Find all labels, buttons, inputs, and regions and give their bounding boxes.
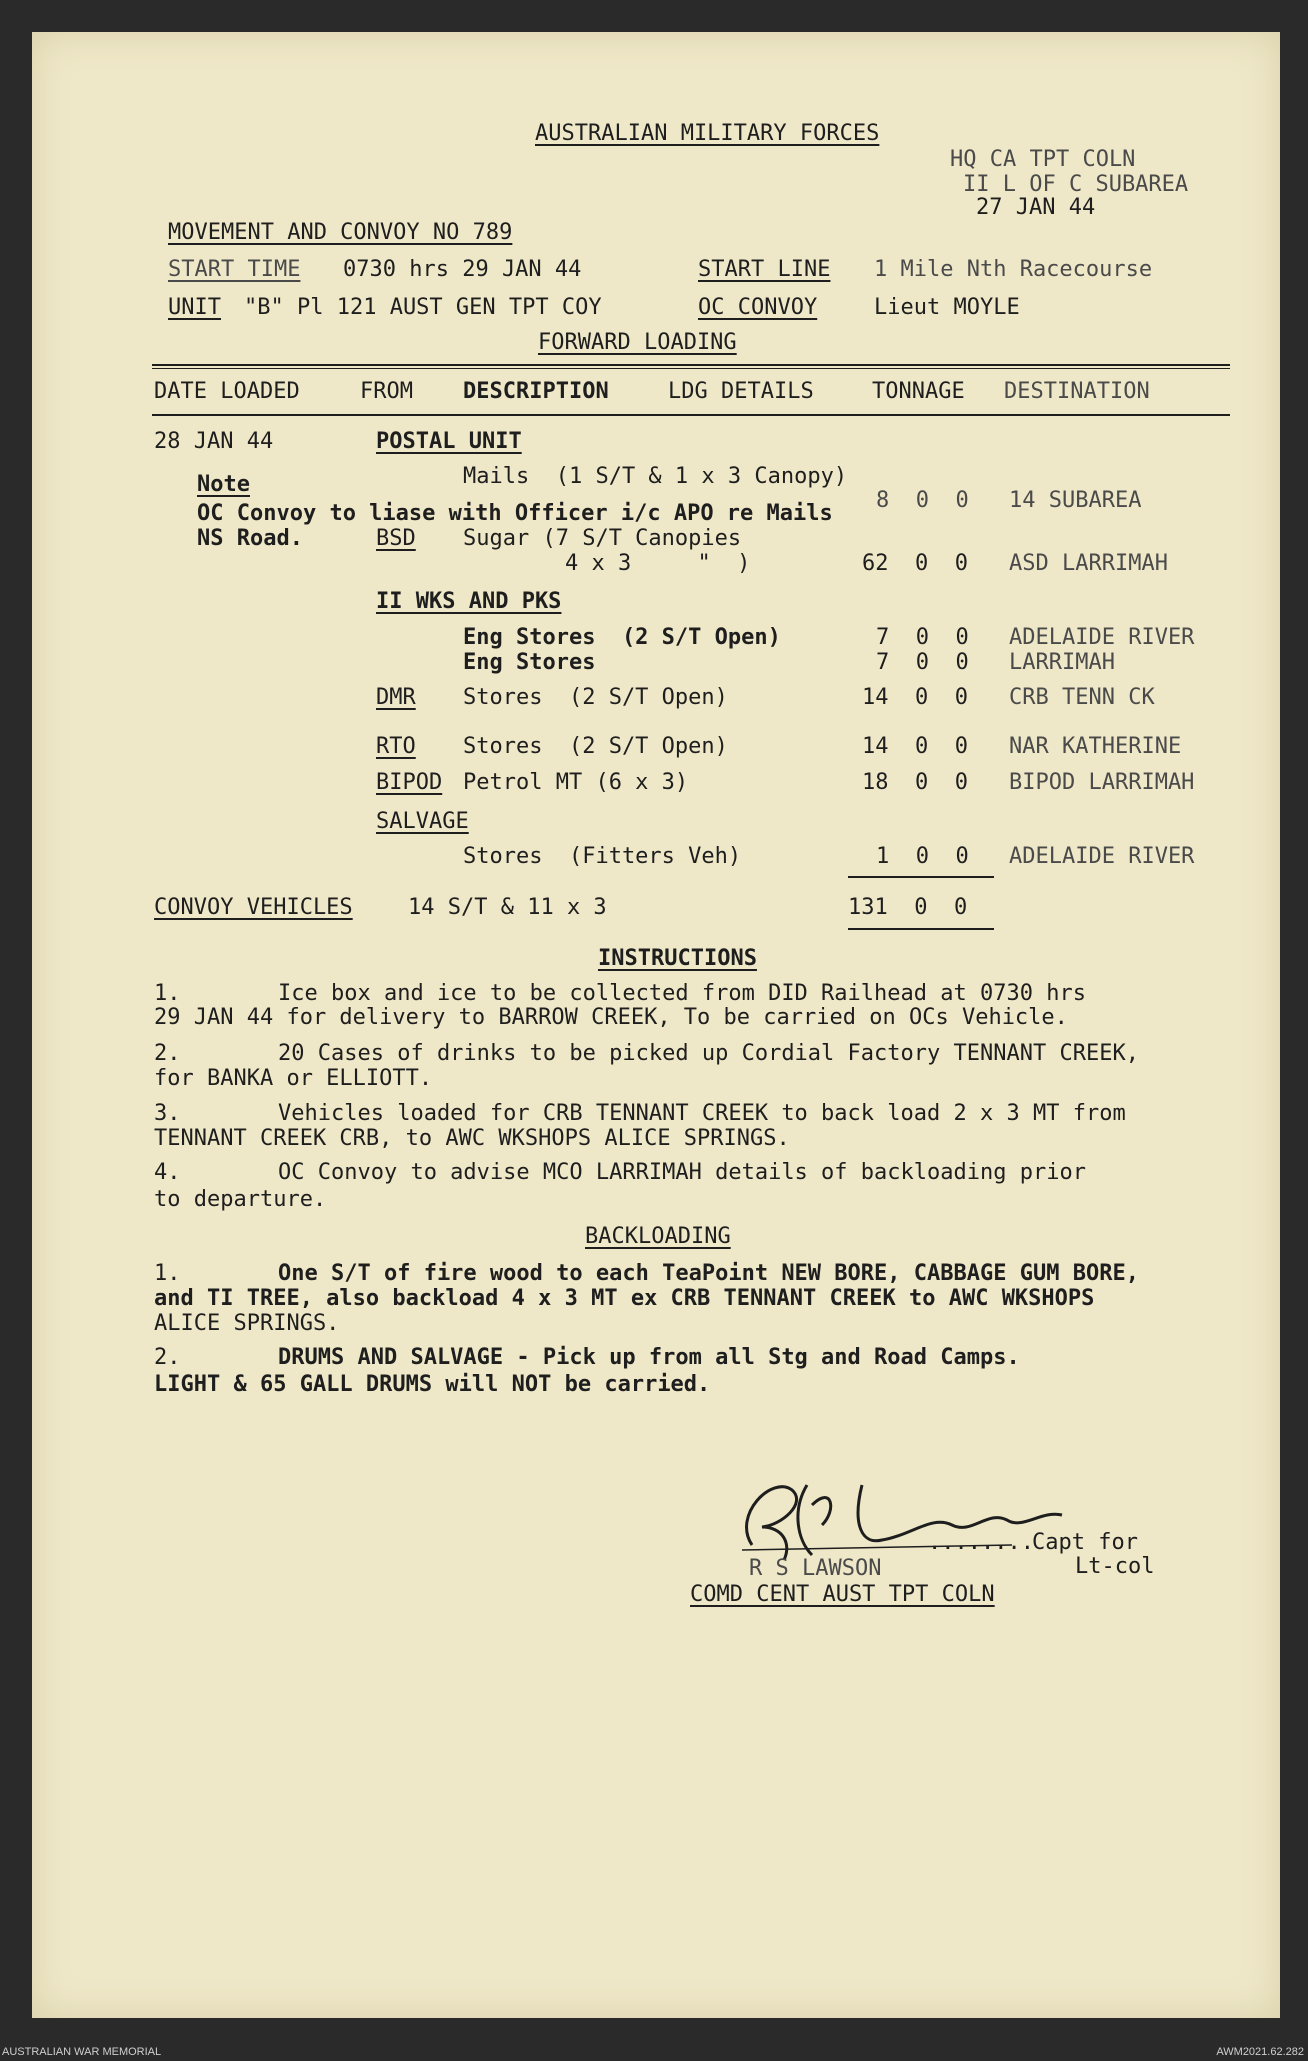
salvage-description: Stores (Fitters Veh) — [463, 844, 742, 869]
total-top-rule — [848, 876, 994, 878]
backloading-1-number: 1. — [154, 1261, 181, 1286]
eng-stores-2-destination: LARRIMAH — [1009, 650, 1115, 675]
total-tonnage: 131 0 0 — [848, 895, 968, 920]
col-header-ldg-details: LDG DETAILS — [668, 379, 814, 404]
dmr-tonnage: 14 0 0 — [862, 685, 968, 710]
col-header-date: DATE LOADED — [154, 379, 300, 404]
postal-unit: POSTAL UNIT — [376, 429, 522, 454]
backloading-2-number: 2. — [154, 1345, 181, 1370]
instruction-3-number: 3. — [154, 1101, 181, 1126]
from-dmr: DMR — [376, 685, 416, 710]
note-line-2: NS Road. — [197, 526, 303, 551]
rto-description: Stores (2 S/T Open) — [463, 734, 728, 759]
instruction-4-line-1: OC Convoy to advise MCO LARRIMAH details of backloading prior — [278, 1160, 1086, 1185]
backloading-title: BACKLOADING — [585, 1224, 731, 1249]
backloading-2-line-2: LIGHT & 65 GALL DRUMS will NOT be carried. — [154, 1372, 711, 1397]
hq-line-2: II L OF C SUBAREA — [963, 172, 1189, 197]
instruction-1-line-1: Ice box and ice to be collected from DID Railhead at 0730 hrs — [278, 981, 1086, 1006]
instruction-4-line-2: to departure. — [154, 1187, 327, 1212]
bipod-tonnage: 18 0 0 — [862, 770, 968, 795]
mails-destination: 14 SUBAREA — [1009, 488, 1142, 513]
movement-title: MOVEMENT AND CONVOY NO 789 — [168, 220, 513, 245]
bipod-destination: BIPOD LARRIMAH — [1009, 770, 1195, 795]
instruction-4-number: 4. — [154, 1160, 181, 1185]
date-loaded: 28 JAN 44 — [154, 429, 274, 454]
instruction-1-number: 1. — [154, 981, 181, 1006]
sugar-destination: ASD LARRIMAH — [1009, 551, 1168, 576]
from-rto: RTO — [376, 734, 416, 759]
from-bipod: BIPOD — [376, 770, 443, 795]
instructions-title: INSTRUCTIONS — [598, 946, 757, 971]
convoy-vehicles-label: CONVOY VEHICLES — [154, 895, 353, 920]
dmr-description: Stores (2 S/T Open) — [463, 685, 728, 710]
table-top-rule-2 — [152, 368, 1230, 369]
forward-loading-title: FORWARD LOADING — [538, 330, 737, 355]
signature-capt-for: Capt for — [1032, 1530, 1138, 1555]
instruction-3-line-1: Vehicles loaded for CRB TENNANT CREEK to back load 2 x 3 MT from — [278, 1101, 1126, 1126]
col-header-from: FROM — [360, 379, 413, 404]
eng-stores-1: Eng Stores (2 S/T Open) — [463, 625, 781, 650]
eng-stores-2-tonnage: 7 0 0 — [876, 650, 969, 675]
start-time-label: START TIME — [168, 257, 301, 282]
signature-rank: Lt-col — [1075, 1554, 1155, 1579]
bipod-description: Petrol MT (6 x 3) — [463, 770, 689, 795]
backloading-1-line-3: ALICE SPRINGS. — [154, 1311, 340, 1336]
mails-description: Mails (1 S/T & 1 x 3 Canopy) — [463, 464, 848, 489]
oc-convoy-value: Lieut MOYLE — [874, 295, 1020, 320]
signature-dots: ........ — [928, 1530, 1034, 1555]
backloading-1-line-2: and TI TREE, also backload 4 x 3 MT ex CRB TENNANT CREEK to AWC WKSHOPS — [154, 1286, 1095, 1311]
rto-destination: NAR KATHERINE — [1009, 734, 1182, 759]
start-line-label: START LINE — [698, 257, 831, 282]
footer-left: AUSTRALIAN WAR MEMORIAL — [2, 2046, 162, 2058]
rto-tonnage: 14 0 0 — [862, 734, 968, 759]
from-bsd: BSD — [376, 526, 416, 551]
convoy-vehicles-value: 14 S/T & 11 x 3 — [408, 895, 607, 920]
oc-convoy-label: OC CONVOY — [698, 295, 818, 320]
backloading-1-line-1: One S/T of fire wood to each TeaPoint NEW BORE, CABBAGE GUM BORE, — [278, 1261, 1139, 1286]
unit-label: UNIT — [168, 295, 221, 320]
instruction-2-line-2: for BANKA or ELLIOTT. — [154, 1066, 433, 1091]
instruction-3-line-2: TENNANT CREEK CRB, to AWC WKSHOPS ALICE SPRINGS. — [154, 1126, 790, 1151]
col-header-destination: DESTINATION — [1004, 379, 1150, 404]
table-top-rule — [152, 364, 1230, 366]
instruction-2-line-1: 20 Cases of drinks to be picked up Cordial Factory TENNANT CREEK, — [278, 1041, 1139, 1066]
instruction-1-line-2: 29 JAN 44 for delivery to BARROW CREEK, To be carried on OCs Vehicle. — [154, 1005, 1068, 1030]
note-label: Note — [197, 472, 250, 497]
total-bottom-rule — [848, 928, 994, 930]
signature-name: R S LAWSON — [749, 1556, 882, 1581]
salvage-tonnage: 1 0 0 — [876, 844, 969, 869]
start-time-value: 0730 hrs 29 JAN 44 — [343, 257, 582, 282]
footer-right: AWM2021.62.282 — [1216, 2046, 1304, 2058]
from-ii-wks: II WKS AND PKS — [376, 589, 562, 614]
backloading-2-line-1: DRUMS AND SALVAGE - Pick up from all Stg and Road Camps. — [278, 1345, 1020, 1370]
eng-stores-2: Eng Stores — [463, 650, 596, 675]
start-line-value: 1 Mile Nth Racecourse — [874, 257, 1153, 282]
unit-value: "B" Pl 121 AUST GEN TPT COY — [244, 295, 602, 320]
org-heading: AUSTRALIAN MILITARY FORCES — [535, 121, 880, 146]
note-line-1: OC Convoy to liase with Officer i/c APO re Mails — [197, 501, 833, 526]
col-header-description: DESCRIPTION — [463, 379, 609, 404]
eng-stores-1-destination: ADELAIDE RIVER — [1009, 625, 1195, 650]
hq-date: 27 JAN 44 — [976, 195, 1096, 220]
sugar-line-1: Sugar (7 S/T Canopies — [463, 526, 742, 551]
table-header-rule — [152, 414, 1230, 416]
sugar-line-2: 4 x 3 " ) — [565, 551, 751, 576]
signature-title: COMD CENT AUST TPT COLN — [690, 1582, 995, 1607]
instruction-2-number: 2. — [154, 1041, 181, 1066]
mails-tonnage: 8 0 0 — [876, 488, 969, 513]
hq-line-1: HQ CA TPT COLN — [950, 147, 1136, 172]
salvage-destination: ADELAIDE RIVER — [1009, 844, 1195, 869]
dmr-destination: CRB TENN CK — [1009, 685, 1155, 710]
from-salvage: SALVAGE — [376, 809, 469, 834]
eng-stores-1-tonnage: 7 0 0 — [876, 625, 969, 650]
col-header-tonnage: TONNAGE — [872, 379, 965, 404]
sugar-tonnage: 62 0 0 — [862, 551, 968, 576]
